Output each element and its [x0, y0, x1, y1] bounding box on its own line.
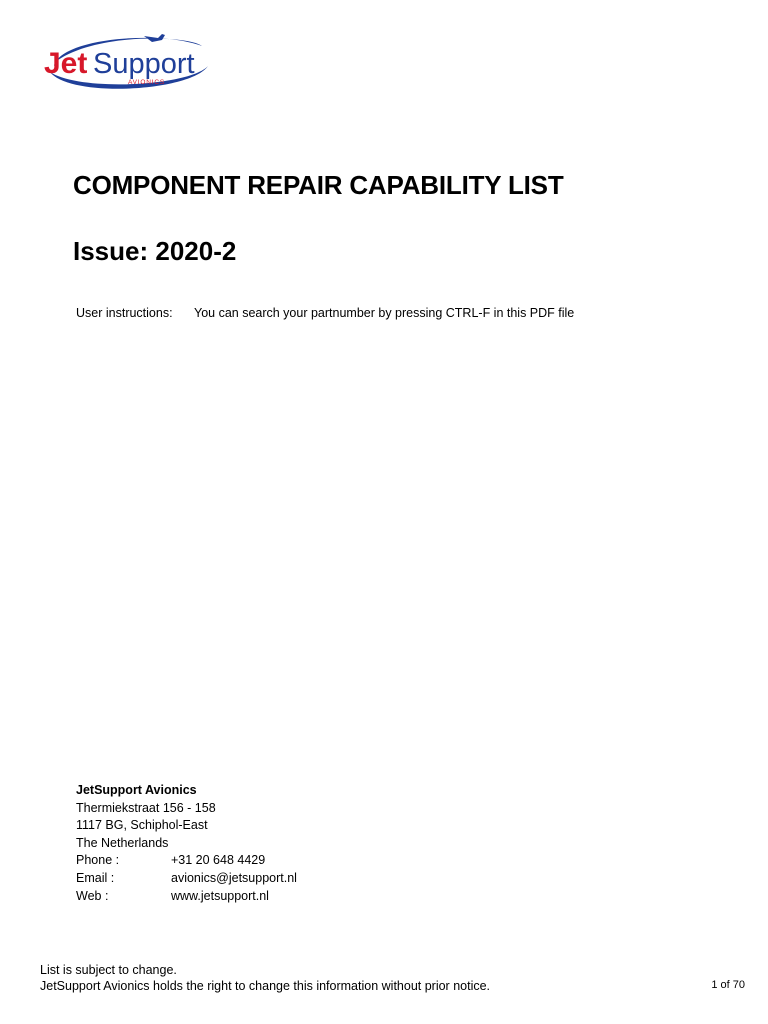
- email-row: [76, 870, 297, 888]
- document-issue: Issue: 2020-2: [73, 236, 237, 266]
- address-country: The Netherlands: [76, 835, 169, 850]
- web-row: [76, 888, 297, 906]
- company-name: JetSupport Avionics: [76, 783, 197, 797]
- logo-text-jet: Jet: [44, 47, 88, 80]
- document-title: COMPONENT REPAIR CAPABILITY LIST: [73, 170, 564, 200]
- company-logo: [40, 26, 216, 96]
- instructions-text: You can search your partnumber by pressing CTRL-F in this PDF file: [194, 306, 575, 320]
- logo-text-avionics: AVIONICS: [128, 79, 165, 86]
- web-value[interactable]: www.jetsupport.nl: [171, 888, 269, 903]
- phone-row: [76, 852, 297, 870]
- footer-line-2: JetSupport Avionics holds the right to change this information without prior notice.: [40, 979, 491, 993]
- page-number: 1 of 70: [711, 979, 745, 991]
- instructions-label: User instructions:: [76, 306, 173, 320]
- plane-icon: [144, 34, 165, 42]
- user-instructions: [76, 306, 574, 320]
- phone-value: +31 20 648 4429: [171, 853, 266, 868]
- jetsupport-logo-graphic: [40, 26, 216, 96]
- email-value[interactable]: avionics@jetsupport.nl: [171, 870, 297, 885]
- company-address-block: [76, 782, 297, 905]
- phone-label: Phone :: [76, 853, 120, 868]
- address-postal-city: 1117 BG, Schiphol-East: [76, 818, 208, 833]
- web-label: Web :: [76, 888, 109, 903]
- footer-line-1: List is subject to change.: [40, 963, 177, 977]
- page-footer: [40, 962, 490, 994]
- logo-text-support: Support: [93, 48, 195, 80]
- email-label: Email :: [76, 870, 115, 885]
- address-street: Thermiekstraat 156 - 158: [76, 800, 216, 815]
